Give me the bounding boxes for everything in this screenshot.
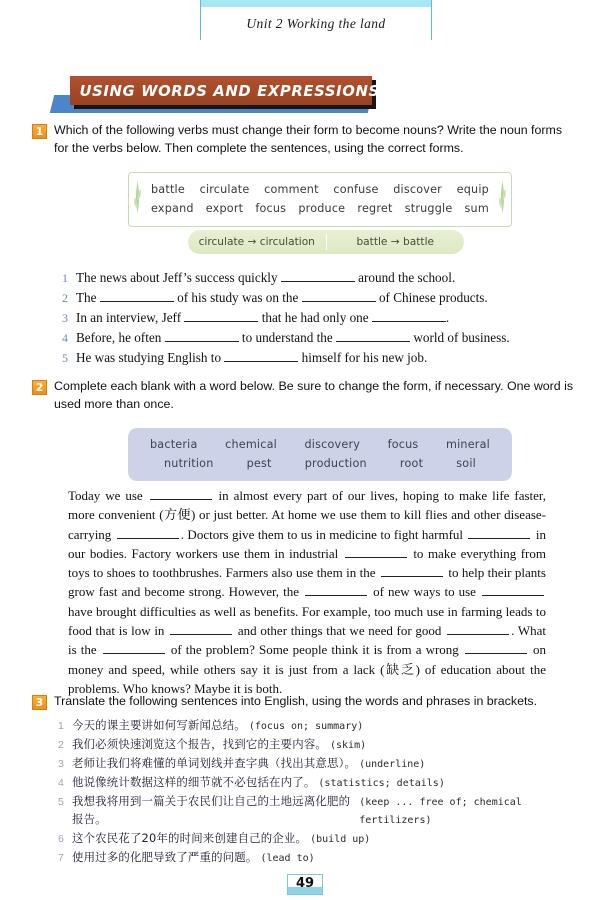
example-chip: battle → battle [356, 236, 435, 248]
answer-blank[interactable] [165, 341, 239, 342]
sentence-number: 4 [62, 331, 68, 345]
answer-blank[interactable] [281, 281, 355, 282]
exercise-1-heading [32, 122, 578, 157]
para-seg: in almost every part of our lives, hoping to make life faster, more convenient (方便) or just better. At home we use them to kill flies and other disease-carrying [68, 488, 546, 542]
hint-brackets: (statistics; details) [318, 778, 445, 789]
translation-item [58, 736, 578, 755]
word-chip: struggle [404, 202, 453, 215]
hint-brackets: (underline) [359, 759, 426, 770]
word-chip: export [205, 202, 244, 215]
word-chip: root [399, 457, 424, 470]
translation-item [58, 830, 578, 849]
para-seg: . What is the [68, 623, 546, 658]
word-bank-row-1 [150, 435, 490, 454]
word-chip: soil [456, 457, 476, 470]
leaf-icon [498, 179, 507, 213]
word-bank-row-1 [151, 180, 489, 199]
chinese-sentence: 老师让我们将难懂的单词划线并查字典（找出其意思）。 [72, 756, 357, 770]
section-banner [52, 76, 382, 116]
word-chip: production [304, 457, 367, 470]
sentence-number: 4 [58, 777, 64, 789]
translation-item [58, 717, 578, 736]
answer-blank[interactable] [103, 653, 165, 654]
answer-blank[interactable] [305, 595, 367, 596]
para-seg: Today we use [68, 488, 148, 503]
word-chip: battle [151, 183, 185, 196]
word-chip: produce [298, 202, 346, 215]
answer-blank[interactable] [117, 538, 179, 539]
exercise-2-instruction: Complete each blank with a word below. Be sure to change the form, if necessary. One word is used more than once. [54, 379, 574, 411]
para-seg: of new ways to use [369, 584, 480, 600]
answer-blank[interactable] [372, 321, 446, 322]
translation-item [58, 755, 578, 774]
exercise-3-instruction: Translate the following sentences into English, using the words and phrases in brackets. [54, 694, 538, 708]
sentence-number: 6 [58, 832, 64, 845]
answer-blank[interactable] [184, 321, 258, 322]
sentence-body: He was studying English to himself for his new job. [76, 350, 428, 365]
word-chip: nutrition [164, 457, 214, 470]
chinese-sentence: 今天的课主要讲如何写新闻总结。 [72, 718, 246, 732]
answer-blank[interactable] [224, 361, 298, 362]
exercise-3-number: 3 [32, 695, 47, 710]
word-chip: focus [255, 202, 287, 215]
answer-blank[interactable] [381, 576, 443, 577]
answer-blank[interactable] [482, 595, 544, 596]
chinese-sentence: 使用过多的化肥导致了严重的问题。 [72, 849, 258, 864]
chinese-sentence: 我们必须快速浏览这个报告，找到它的主要内容。 [72, 737, 327, 751]
sentence-body: The of his study was on the of Chinese products. [76, 290, 488, 305]
para-seg: to help their plants grow fast and become strong. However, the [68, 565, 546, 600]
answer-blank[interactable] [170, 634, 232, 635]
word-bank-row-2 [150, 454, 490, 473]
exercise-3-heading [32, 693, 578, 711]
sentence-number: 1 [62, 271, 68, 285]
translation-item [58, 793, 578, 829]
answer-blank[interactable] [100, 301, 174, 302]
hint-brackets: (lead to) [260, 852, 315, 864]
answer-blank[interactable] [465, 653, 527, 654]
hint-brackets: (build up) [310, 833, 371, 845]
word-chip: regret [357, 202, 393, 215]
para-seg: . Doctors give them to us in medicine to fight harmful [180, 526, 467, 542]
word-chip: pest [246, 457, 272, 470]
para-seg: of the problem? Some people think it is from a wrong [166, 642, 463, 658]
banner-title: USING WORDS AND EXPRESSIONS [79, 81, 380, 100]
sentence-number: 7 [58, 851, 64, 864]
para-seg: and other things that we need for good [234, 623, 446, 639]
sentence-number: 1 [58, 720, 64, 732]
hint-brackets: (keep ... free of; chemical fertilizers) [359, 797, 522, 826]
sentence-body: In an interview, Jeff that he had only one . [76, 310, 450, 325]
exercise-1-examples [188, 230, 464, 254]
exercise-2-cloze-paragraph [68, 486, 546, 698]
para-seg: to make everything from toys to shoes to toothbrushes. Farmers also use them in the [68, 545, 546, 581]
answer-blank[interactable] [150, 499, 212, 500]
answer-blank[interactable] [302, 301, 376, 302]
hint-brackets: (focus on; summary) [248, 721, 364, 732]
page-number: 49 [287, 874, 323, 895]
word-chip: expand [151, 202, 194, 215]
exercise-1-instruction: Which of the following verbs must change their form to become nouns? Write the noun forms for the verbs below. Then complete the sentences, using the correct forms. [54, 123, 563, 155]
word-chip: bacteria [150, 438, 198, 451]
unit-header-box [200, 0, 432, 40]
para-seg: in our bodies. Factory workers use them in industrial [68, 526, 547, 561]
sentence-number: 5 [58, 796, 64, 808]
answer-blank[interactable] [447, 634, 509, 635]
translation-item [58, 774, 578, 793]
sentence-number: 2 [62, 291, 68, 305]
chinese-sentence: 他说像统计数据这样的细节就不必包括在内了。 [72, 775, 316, 789]
unit-title: Unit 2 Working the land [201, 7, 431, 40]
word-chip: confuse [333, 183, 379, 196]
sentence-body: Before, he often to understand the world of business. [76, 330, 510, 345]
word-chip: sum [464, 202, 489, 215]
unit-header-artwork [201, 0, 431, 7]
exercise-1-word-bank [128, 172, 512, 227]
fill-in-sentence [62, 288, 562, 308]
answer-blank[interactable] [468, 538, 530, 539]
word-bank-row-2 [151, 199, 489, 218]
sentence-number: 3 [62, 311, 68, 325]
fill-in-sentence [62, 328, 562, 348]
word-chip: equip [456, 183, 489, 196]
banner-box [70, 76, 380, 105]
sentence-body: The news about Jeff’s success quickly around the school. [76, 270, 456, 285]
hint-brackets: (skim) [330, 740, 367, 751]
exercise-1-sentence-list [62, 268, 562, 368]
example-chip: circulate → circulation [198, 236, 315, 248]
exercise-3-sentence-list [58, 717, 578, 868]
word-chip: mineral [446, 438, 490, 451]
exercise-2-heading [32, 378, 578, 413]
exercise-2-number: 2 [32, 380, 47, 395]
answer-blank[interactable] [345, 557, 407, 558]
chinese-sentence: 我想我将用到一篇关于农民们让自己的土地远离化肥的报告。 [72, 794, 351, 826]
word-chip: focus [387, 438, 419, 451]
word-chip: chemical [225, 438, 277, 451]
sentence-number: 2 [58, 739, 64, 751]
word-chip: circulate [199, 183, 250, 196]
fill-in-sentence [62, 308, 562, 328]
translation-item [58, 849, 578, 868]
word-chip: comment [264, 183, 319, 196]
answer-blank[interactable] [336, 341, 410, 342]
para-seg: on money and speed, while others say it is just from a lack (缺乏) of education about the problems. Who knows? Maybe it is both. [68, 642, 547, 696]
word-chip: discovery [304, 438, 361, 451]
fill-in-sentence [62, 348, 562, 368]
chinese-sentence: 这个农民花了20年的时间来创建自己的企业。 [72, 830, 308, 845]
sentence-number: 3 [58, 758, 64, 770]
fill-in-sentence [62, 268, 562, 288]
word-chip: discover [393, 183, 442, 196]
para-seg: have brought difficulties as well as benefits. For example, too much use in farming leads to food that is low in [68, 603, 546, 639]
exercise-2-word-bank [128, 428, 512, 481]
exercise-1-number: 1 [32, 124, 47, 139]
leaf-icon [133, 179, 142, 213]
sentence-number: 5 [62, 351, 68, 365]
